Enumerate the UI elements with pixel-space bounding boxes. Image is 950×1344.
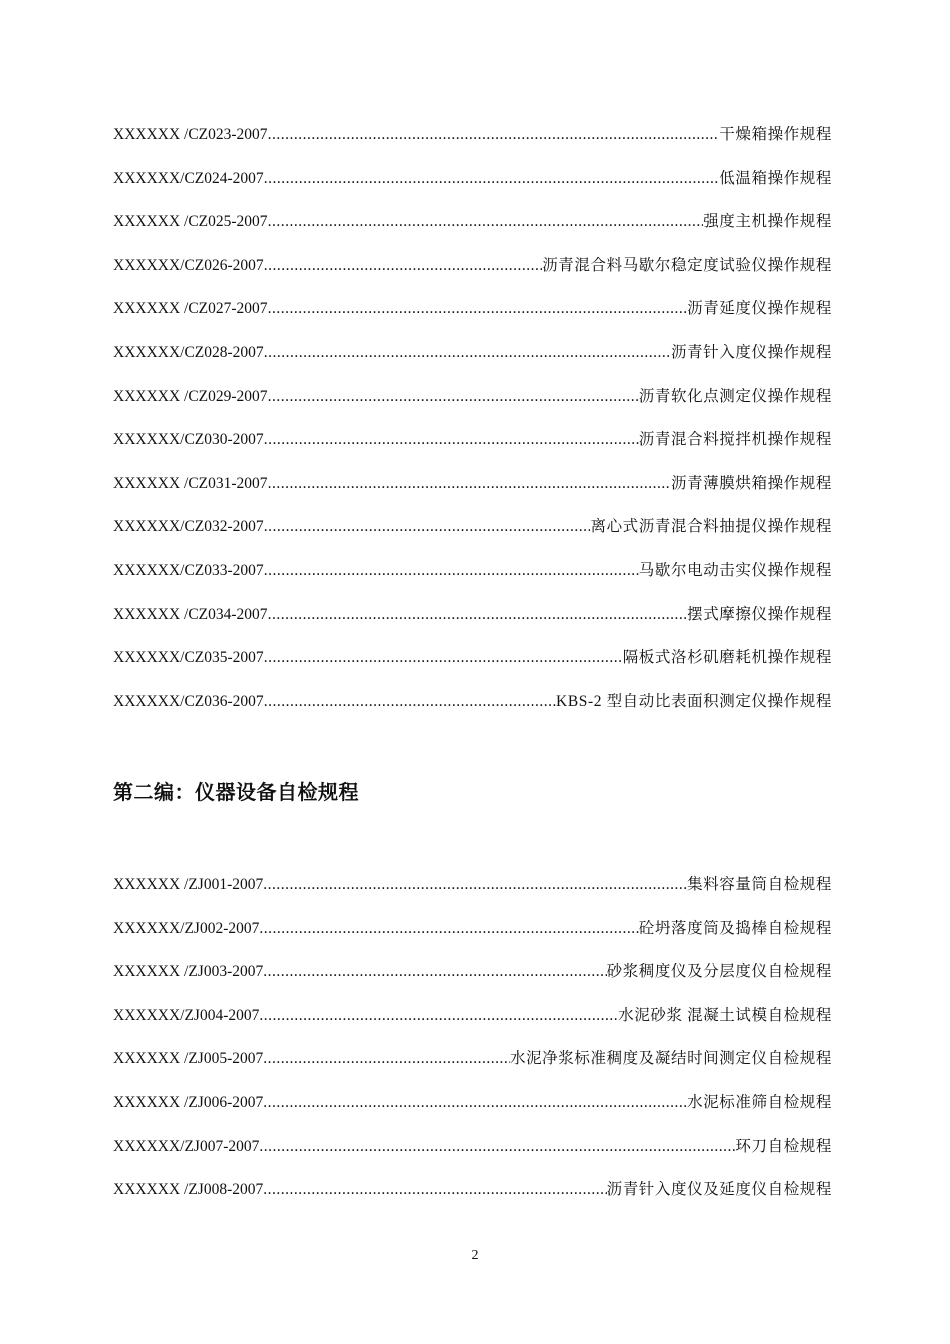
dot-leader [263, 1048, 510, 1070]
toc-entry [113, 1048, 832, 1092]
dot-leader [264, 342, 671, 364]
toc-entry [113, 429, 832, 473]
toc-entry-title: 沥青软化点测定仪操作规程 [638, 387, 832, 405]
toc-entry-code: XXXXXX/CZ026-2007 [113, 256, 264, 274]
toc-entry-code: XXXXXX/CZ036-2007 [113, 692, 264, 710]
toc-list-self-check-procedures [113, 874, 832, 1223]
toc-entry-code: XXXXXX/CZ035-2007 [113, 649, 264, 667]
toc-entry-title: 水泥标准筛自检规程 [687, 1093, 832, 1111]
page-number: 2 [471, 1248, 479, 1263]
dot-leader [268, 604, 688, 626]
toc-entry-code: XXXXXX /CZ029-2007 [113, 387, 268, 405]
toc-entry [113, 874, 832, 918]
dot-leader [263, 874, 687, 896]
toc-entry [113, 342, 832, 386]
toc-entry-title: 沥青混合料搅拌机操作规程 [638, 431, 832, 449]
dot-leader [264, 429, 639, 451]
toc-entry [113, 961, 832, 1005]
toc-entry [113, 691, 832, 735]
toc-entry-title: 离心式沥青混合料抽提仪操作规程 [590, 518, 832, 536]
toc-entry [113, 298, 832, 342]
dot-leader [263, 961, 606, 983]
toc-entry-code: XXXXXX /ZJ005-2007 [113, 1050, 264, 1068]
dot-leader [268, 386, 639, 408]
toc-entry [113, 124, 832, 168]
toc-entry-title: 水泥砂浆 混凝土试模自检规程 [618, 1006, 832, 1024]
toc-entry [113, 516, 832, 560]
toc-entry-title: 沥青混合料马歇尔稳定度试验仪操作规程 [542, 256, 832, 274]
toc-entry-code: XXXXXX /CZ027-2007 [113, 300, 268, 318]
dot-leader [259, 1005, 618, 1027]
dot-leader [268, 298, 688, 320]
toc-entry-title: 强度主机操作规程 [703, 213, 832, 231]
section-heading: 第二编：仪器设备自检规程 [113, 782, 359, 804]
toc-entry-code: XXXXXX/CZ024-2007 [113, 169, 264, 187]
dot-leader [264, 691, 556, 713]
toc-entry [113, 604, 832, 648]
toc-entry-title: 隔板式洛杉矶磨耗机操作规程 [622, 649, 832, 667]
toc-entry-code: XXXXXX /CZ023-2007 [113, 126, 268, 143]
toc-entry-title: 环刀自检规程 [735, 1137, 832, 1155]
toc-entry-code: XXXXXX/ZJ002-2007 [113, 919, 260, 937]
dot-leader [259, 918, 638, 940]
toc-entry-code: XXXXXX/CZ033-2007 [113, 561, 264, 579]
toc-entry-title: 摆式摩擦仪操作规程 [687, 605, 832, 623]
toc-entry-title: 沥青薄膜烘箱操作规程 [670, 474, 832, 492]
toc-entry-title: 低温箱操作规程 [719, 169, 832, 187]
toc-entry-code: XXXXXX /ZJ001-2007 [113, 876, 264, 893]
toc-entry-code: XXXXXX /ZJ003-2007 [113, 963, 264, 981]
toc-entry-code: XXXXXX/CZ028-2007 [113, 343, 264, 361]
toc-list-operating-procedures [113, 124, 832, 734]
toc-entry [113, 255, 832, 299]
toc-entry [113, 1092, 832, 1136]
dot-leader [263, 1179, 606, 1201]
toc-entry-code: XXXXXX /CZ034-2007 [113, 605, 268, 623]
toc-entry-title: 沥青针入度仪操作规程 [670, 343, 832, 361]
toc-entry [113, 386, 832, 430]
toc-entry-code: XXXXXX/ZJ004-2007 [113, 1006, 260, 1024]
dot-leader [264, 168, 720, 190]
toc-entry-title: 沥青延度仪操作规程 [687, 300, 832, 318]
toc-entry-title: 集料容量筒自检规程 [687, 876, 832, 893]
toc-entry-code: XXXXXX /CZ031-2007 [113, 474, 268, 492]
toc-entry-title: 沥青针入度仪及延度仪自检规程 [606, 1181, 832, 1199]
toc-entry [113, 918, 832, 962]
toc-entry-title: 砂浆稠度仪及分层度仪自检规程 [606, 963, 832, 981]
toc-entry-code: XXXXXX/ZJ007-2007 [113, 1137, 260, 1155]
toc-entry-code: XXXXXX/CZ030-2007 [113, 431, 264, 449]
toc-entry [113, 168, 832, 212]
dot-leader [263, 1092, 687, 1114]
toc-entry [113, 1005, 832, 1049]
toc-entry-title: KBS-2 型自动比表面积测定仪操作规程 [556, 692, 832, 710]
toc-entry [113, 1179, 832, 1223]
dot-leader [268, 211, 704, 233]
toc-entry-code: XXXXXX /ZJ008-2007 [113, 1181, 264, 1199]
toc-entry-code: XXXXXX /CZ025-2007 [113, 213, 268, 231]
dot-leader [264, 647, 623, 669]
toc-entry-code: XXXXXX /ZJ006-2007 [113, 1093, 264, 1111]
toc-entry [113, 1136, 832, 1180]
toc-entry-title: 马歇尔电动击实仪操作规程 [638, 561, 832, 579]
dot-leader [268, 473, 671, 495]
toc-entry-title: 水泥净浆标准稠度及凝结时间测定仪自检规程 [509, 1050, 832, 1068]
toc-entry-title: 干燥箱操作规程 [719, 126, 832, 143]
toc-entry [113, 473, 832, 517]
dot-leader [264, 516, 591, 538]
toc-entry [113, 560, 832, 604]
toc-entry-title: 砼坍落度筒及捣棒自检规程 [638, 919, 832, 937]
dot-leader [264, 255, 543, 277]
dot-leader [259, 1136, 735, 1158]
dot-leader [268, 124, 720, 146]
dot-leader [264, 560, 639, 582]
toc-entry-code: XXXXXX/CZ032-2007 [113, 518, 264, 536]
toc-entry [113, 647, 832, 691]
toc-entry [113, 211, 832, 255]
